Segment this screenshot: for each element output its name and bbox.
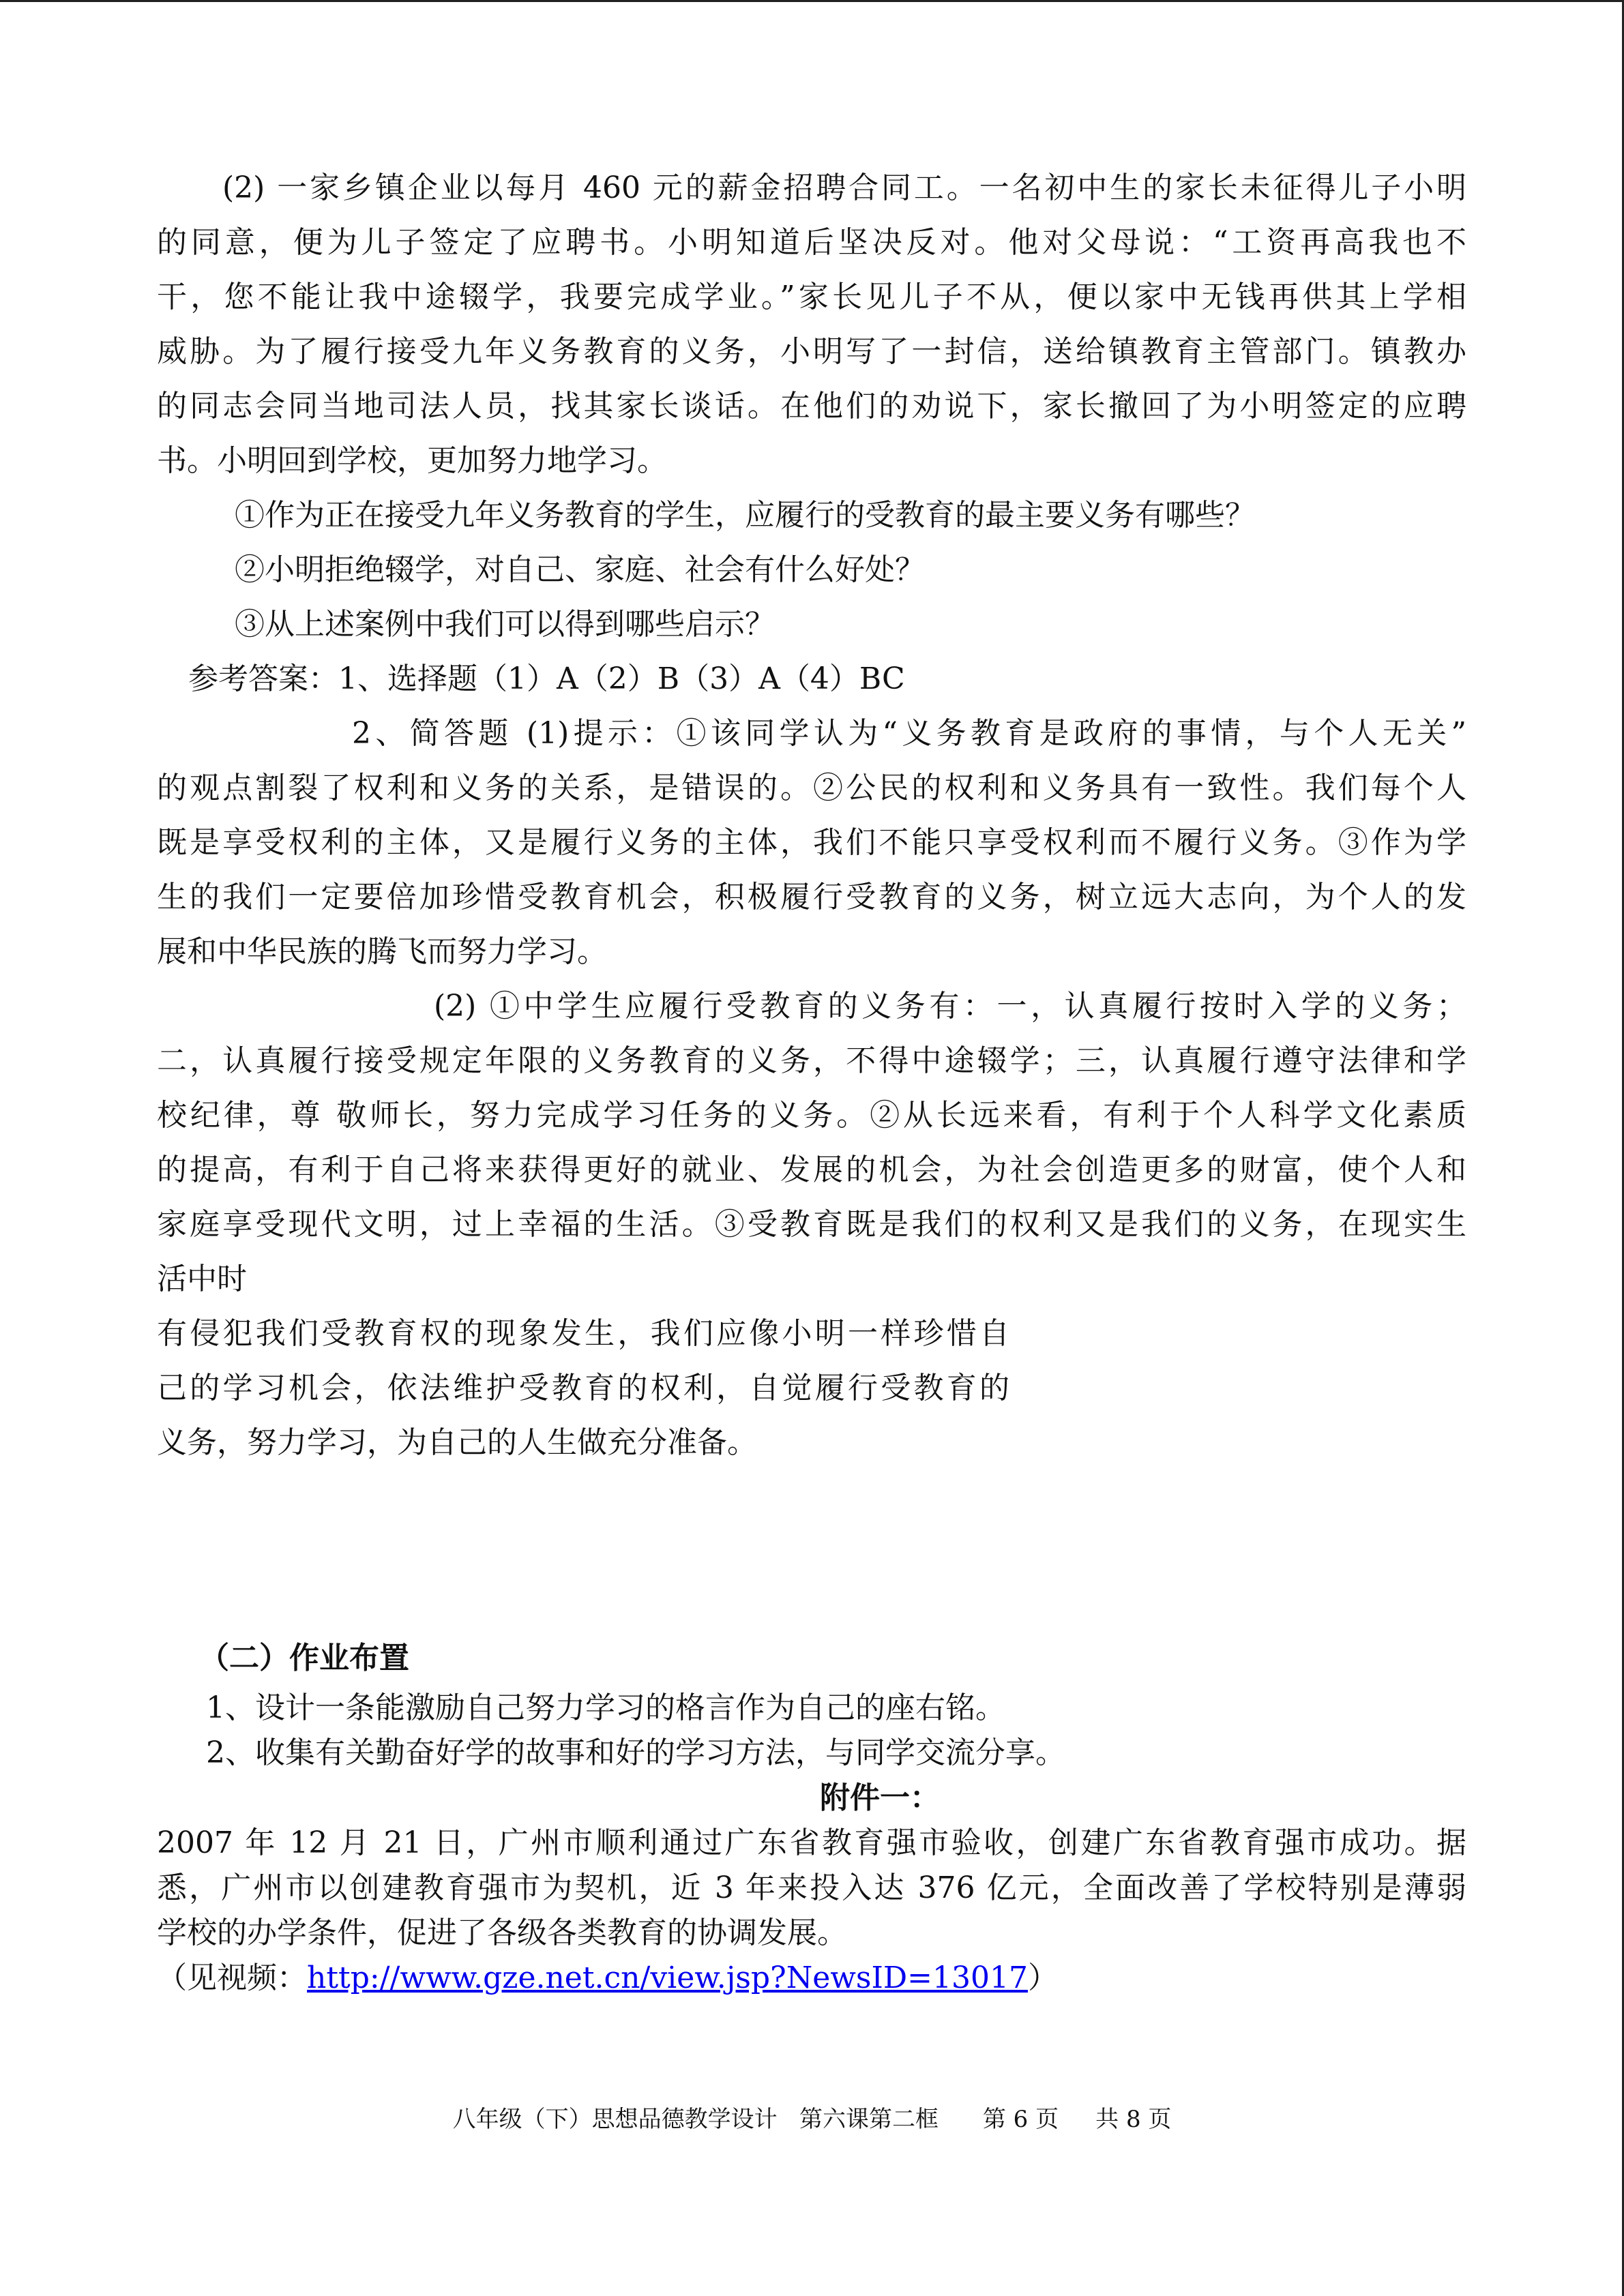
video-reference xyxy=(157,1956,1466,2001)
attachment-title: 附件一： xyxy=(820,1780,940,1815)
case-line: 干，您不能让我中途辍学，我要完成学业。”家长见儿子不从，便以家中无钱再供其上学相 xyxy=(157,280,1466,314)
answer-2-line: 二，认真履行接受规定年限的义务教育的义务，不得中途辍学；三，认真履行遵守法律和学 xyxy=(157,1043,1466,1078)
video-prefix: （见视频： xyxy=(157,1960,307,1995)
answer-2-line: 校纪律，尊 敬师长，努力完成学习任务的义务。②从长远来看，有利于个人科学文化素质 xyxy=(157,1098,1466,1133)
question-1: ①作为正在接受九年义务教育的学生，应履行的受教育的最主要义务有哪些？ xyxy=(235,498,1255,533)
answer-2-tail: 有侵犯我们受教育权的现象发生，我们应像小明一样珍惜自 xyxy=(157,1316,1009,1351)
answer-2-line: 的提高，有利于自己将来获得更好的就业、发展的机会，为社会创造更多的财富，使个人和 xyxy=(157,1152,1466,1187)
answer-short-line: 既是享受权利的主体，又是履行义务的主体，我们不能只享受权利而不履行义务。③作为学 xyxy=(157,825,1466,860)
video-suffix: ） xyxy=(1027,1960,1058,1995)
case-line: 的同志会同当地司法人员，找其家长谈话。在他们的劝说下，家长撤回了为小明签定的应聘 xyxy=(157,389,1466,423)
page-top-border xyxy=(0,0,1624,2)
homework-title: （二）作业布置 xyxy=(199,1641,409,1675)
page-footer: 八年级（下）思想品德教学设计 第六课第二框 第 6 页 共 8 页 xyxy=(452,2106,1172,2133)
answer-2-tail: 己的学习机会，依法维护受教育的权利，自觉履行受教育的 xyxy=(157,1371,1009,1405)
answer-short-line: 的观点割裂了权利和义务的关系，是错误的。②公民的权利和义务具有一致性。我们每个人 xyxy=(157,771,1466,805)
answer-2-line: 家庭享受现代文明，过上幸福的生活。③受教育既是我们的权利又是我们的义务，在现实生 xyxy=(157,1207,1466,1242)
answer-2-tail: 义务，努力学习，为自己的人生做充分准备。 xyxy=(157,1425,757,1460)
answer-short-line: 生的我们一定要倍加珍惜受教育机会，积极履行受教育的义务，树立远大志向，为个人的发 xyxy=(157,880,1466,914)
answer-choice: 参考答案：1、选择题（1）A（2）B（3）A（4）BC xyxy=(188,661,905,696)
question-2: ②小明拒绝辍学，对自己、家庭、社会有什么好处？ xyxy=(235,552,925,587)
answer-2-line: 活中时 xyxy=(157,1262,247,1296)
case-line: 的同意，便为儿子签定了应聘书。小明知道后坚决反对。他对父母说：“工资再高我也不 xyxy=(157,225,1466,260)
attachment-line: 2007 年 12 月 21 日，广州市顺利通过广东省教育强市验收，创建广东省教育强市成功。据 xyxy=(157,1825,1466,1860)
answer-2-line: (2) ①中学生应履行受教育的义务有：一，认真履行按时入学的义务； xyxy=(434,989,1466,1024)
case-line: 书。小明回到学校，更加努力地学习。 xyxy=(157,443,667,478)
answer-short-line: 2、简答题 (1)提示：①该同学认为“义务教育是政府的事情，与个人无关” xyxy=(352,716,1466,751)
case-line: (2) 一家乡镇企业以每月 460 元的薪金招聘合同工。一名初中生的家长未征得儿子小明 xyxy=(222,170,1466,205)
case-line: 威胁。为了履行接受九年义务教育的义务，小明写了一封信，送给镇教育主管部门。镇教办 xyxy=(157,334,1466,369)
homework-item: 2、收集有关勤奋好学的故事和好的学习方法，与同学交流分享。 xyxy=(206,1735,1065,1770)
attachment-line: 学校的办学条件，促进了各级各类教育的协调发展。 xyxy=(157,1915,847,1950)
video-link[interactable]: http://www.gze.net.cn/view.jsp?NewsID=13017 xyxy=(307,1960,1028,1995)
attachment-line: 悉，广州市以创建教育强市为契机，近 3 年来投入达 376 亿元，全面改善了学校特别是薄弱 xyxy=(157,1870,1466,1905)
main-text xyxy=(157,161,1466,1470)
question-3: ③从上述案例中我们可以得到哪些启示？ xyxy=(235,607,775,642)
homework-item: 1、设计一条能激励自己努力学习的格言作为自己的座右铭。 xyxy=(206,1690,1005,1725)
homework-section xyxy=(157,1631,1466,2001)
answer-short-line: 展和中华民族的腾飞而努力学习。 xyxy=(157,934,607,969)
